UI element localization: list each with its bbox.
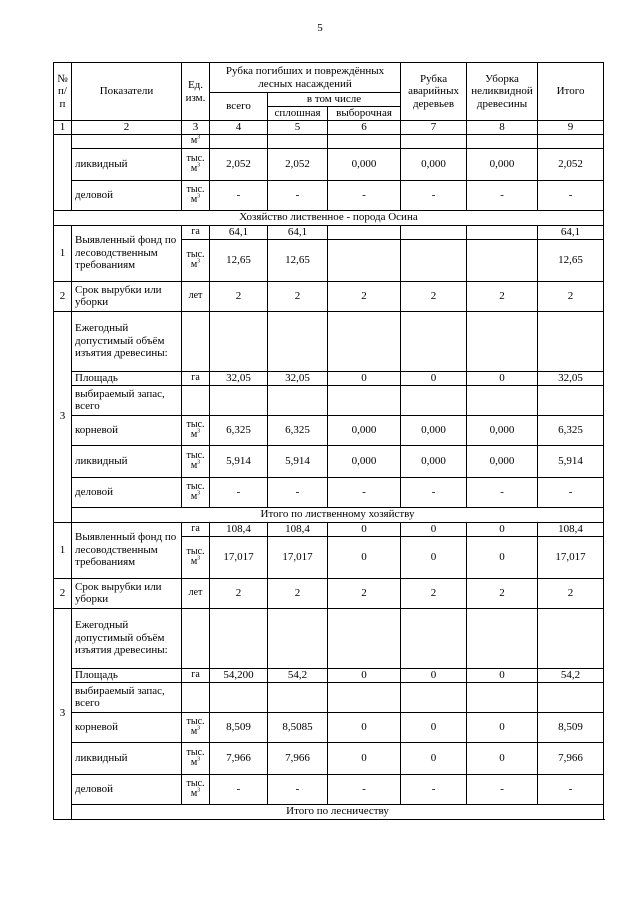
header-num: № п/п [54, 63, 72, 121]
row-number: 1 [54, 225, 72, 281]
value-cell: - [538, 180, 604, 210]
section-title: Хозяйство лиственное - порода Осина [54, 210, 604, 225]
indicator-label [72, 134, 182, 148]
value-cell: 2 [210, 578, 268, 608]
value-cell: 0 [467, 536, 538, 578]
value-cell: 0 [401, 742, 467, 774]
col-number: 6 [328, 121, 401, 135]
value-cell: 5,914 [538, 445, 604, 477]
value-cell: 0 [328, 522, 401, 536]
value-cell: 2 [328, 281, 401, 311]
value-cell: - [538, 477, 604, 507]
value-cell: - [210, 774, 268, 804]
value-cell: 0,000 [401, 415, 467, 445]
unit-cell: га [182, 225, 210, 239]
value-cell: 2 [467, 578, 538, 608]
value-cell: 7,966 [210, 742, 268, 774]
col-number: 5 [268, 121, 328, 135]
value-cell: 6,325 [538, 415, 604, 445]
value-cell: 64,1 [210, 225, 268, 239]
value-cell: 2 [538, 578, 604, 608]
value-cell: 0 [401, 522, 467, 536]
value-cell: 108,4 [268, 522, 328, 536]
unit-cell: лет [182, 578, 210, 608]
indicator-label: деловой [72, 180, 182, 210]
value-cell: 0,000 [328, 148, 401, 180]
indicator-label: Площадь [72, 668, 182, 682]
value-cell: 0,000 [467, 415, 538, 445]
value-cell: 0,000 [401, 148, 467, 180]
value-cell: 17,017 [538, 536, 604, 578]
value-cell: 32,05 [268, 371, 328, 385]
value-cell: - [401, 477, 467, 507]
row-number: 1 [54, 522, 72, 578]
value-cell: 0 [328, 371, 401, 385]
unit-cell: тыс. $м^3$ [182, 477, 210, 507]
col-number: 4 [210, 121, 268, 135]
value-cell: 0 [328, 742, 401, 774]
indicator-label: деловой [72, 774, 182, 804]
value-cell: 2 [328, 578, 401, 608]
unit-cell: тыс. $м^3$ [182, 774, 210, 804]
value-cell: - [268, 774, 328, 804]
value-cell: 0,000 [467, 148, 538, 180]
page-number: 5 [317, 22, 323, 34]
indicator-label: Срок вырубки или уборки [72, 578, 182, 608]
value-cell: - [328, 180, 401, 210]
value-cell: 8,509 [538, 712, 604, 742]
indicator-label: Ежегодный допустимый объём изъятия древесины: [72, 608, 182, 668]
unit-cell: тыс. $м^3$ [182, 239, 210, 281]
unit-cell: тыс. $м^3$ [182, 712, 210, 742]
section-title: Итого по лесничеству [72, 804, 604, 819]
value-cell: 0 [328, 668, 401, 682]
value-cell: 0 [467, 522, 538, 536]
unit-cell: га [182, 522, 210, 536]
value-cell [401, 239, 467, 281]
value-cell: - [401, 180, 467, 210]
value-cell: 5,914 [268, 445, 328, 477]
value-cell: - [328, 774, 401, 804]
value-cell: 108,4 [538, 522, 604, 536]
value-cell: 12,65 [538, 239, 604, 281]
header-cleanup: Уборка неликвидной древесины [467, 63, 538, 121]
value-cell: 0 [401, 712, 467, 742]
col-number: 3 [182, 121, 210, 135]
indicator-label: выбираемый запас, всего [72, 682, 182, 712]
indicator-label: корневой [72, 415, 182, 445]
unit-cell: лет [182, 281, 210, 311]
value-cell: 0 [467, 371, 538, 385]
value-cell [328, 239, 401, 281]
value-cell: 0 [401, 668, 467, 682]
value-cell: 2 [401, 578, 467, 608]
value-cell: 2 [538, 281, 604, 311]
value-cell: 54,200 [210, 668, 268, 682]
unit-cell: $м^3$ [182, 134, 210, 148]
value-cell: 0 [401, 371, 467, 385]
value-cell: - [210, 180, 268, 210]
value-cell: 8,509 [210, 712, 268, 742]
value-cell: 2 [210, 281, 268, 311]
value-cell: - [328, 477, 401, 507]
value-cell: - [268, 477, 328, 507]
indicator-label: Площадь [72, 371, 182, 385]
value-cell: 2 [401, 281, 467, 311]
indicator-label: выбираемый запас, всего [72, 385, 182, 415]
value-cell: - [467, 774, 538, 804]
value-cell: 54,2 [268, 668, 328, 682]
indicator-label: ликвидный [72, 742, 182, 774]
value-cell: 0 [467, 668, 538, 682]
value-cell: 12,65 [268, 239, 328, 281]
forestry-table [53, 62, 604, 820]
value-cell: 2,052 [268, 148, 328, 180]
unit-cell: га [182, 371, 210, 385]
value-cell: 0 [328, 712, 401, 742]
value-cell: - [210, 477, 268, 507]
value-cell: 0 [467, 742, 538, 774]
header-indicators: Показатели [72, 63, 182, 121]
value-cell: 8,5085 [268, 712, 328, 742]
value-cell: 0 [328, 536, 401, 578]
value-cell: 0,000 [467, 445, 538, 477]
header-selective: выборочная [328, 107, 401, 121]
value-cell: 0,000 [401, 445, 467, 477]
value-cell [467, 239, 538, 281]
value-cell: - [467, 180, 538, 210]
value-cell: 0,000 [328, 415, 401, 445]
value-cell: 2,052 [538, 148, 604, 180]
row-number: 3 [54, 311, 72, 522]
value-cell: 5,914 [210, 445, 268, 477]
value-cell: 7,966 [538, 742, 604, 774]
unit-cell: га [182, 668, 210, 682]
indicator-label: Ежегодный допустимый объём изъятия древесины: [72, 311, 182, 371]
value-cell: 32,05 [210, 371, 268, 385]
unit-cell: тыс. $м^3$ [182, 445, 210, 477]
value-cell: - [538, 774, 604, 804]
value-cell: 0 [467, 712, 538, 742]
unit-cell: тыс. $м^3$ [182, 415, 210, 445]
value-cell: - [401, 774, 467, 804]
value-cell: 54,2 [538, 668, 604, 682]
header-emergency: Рубка аварийных деревьев [401, 63, 467, 121]
value-cell: 2 [268, 578, 328, 608]
value-cell: 2 [467, 281, 538, 311]
row-number: 2 [54, 578, 72, 608]
row-number: 3 [54, 608, 72, 819]
value-cell: 17,017 [268, 536, 328, 578]
header-unit: Ед. изм. [182, 63, 210, 121]
section-title: Итого по лиственному хозяйству [72, 507, 604, 522]
value-cell: 64,1 [268, 225, 328, 239]
value-cell [328, 225, 401, 239]
row-number [54, 134, 72, 210]
value-cell: 64,1 [538, 225, 604, 239]
header-felling-group: Рубка погибших и повреждённых лесных насаждений [210, 63, 401, 93]
indicator-label: ликвидный [72, 445, 182, 477]
value-cell: - [467, 477, 538, 507]
indicator-label: Выявленный фонд по лесоводственным требованиям [72, 522, 182, 578]
value-cell: 6,325 [268, 415, 328, 445]
value-cell: - [268, 180, 328, 210]
indicator-label: ликвидный [72, 148, 182, 180]
value-cell: 32,05 [538, 371, 604, 385]
value-cell: 7,966 [268, 742, 328, 774]
unit-cell: тыс. $м^3$ [182, 536, 210, 578]
header-including: в том числе [268, 93, 401, 107]
col-number: 8 [467, 121, 538, 135]
value-cell: 2,052 [210, 148, 268, 180]
col-number: 9 [538, 121, 604, 135]
value-cell: 108,4 [210, 522, 268, 536]
indicator-label: Срок вырубки или уборки [72, 281, 182, 311]
value-cell: 6,325 [210, 415, 268, 445]
unit-cell: тыс. $м^3$ [182, 742, 210, 774]
value-cell [467, 225, 538, 239]
value-cell: 12,65 [210, 239, 268, 281]
indicator-label: Выявленный фонд по лесоводственным требованиям [72, 225, 182, 281]
col-number: 1 [54, 121, 72, 135]
indicator-label: корневой [72, 712, 182, 742]
value-cell [401, 225, 467, 239]
value-cell: 0 [401, 536, 467, 578]
header-result: Итого [538, 63, 604, 121]
value-cell: 0,000 [328, 445, 401, 477]
header-total: всего [210, 93, 268, 121]
row-number: 2 [54, 281, 72, 311]
col-number: 2 [72, 121, 182, 135]
value-cell: 2 [268, 281, 328, 311]
unit-cell: тыс. $м^3$ [182, 180, 210, 210]
header-clear: сплошная [268, 107, 328, 121]
indicator-label: деловой [72, 477, 182, 507]
col-number: 7 [401, 121, 467, 135]
value-cell: 17,017 [210, 536, 268, 578]
unit-cell: тыс. $м^3$ [182, 148, 210, 180]
